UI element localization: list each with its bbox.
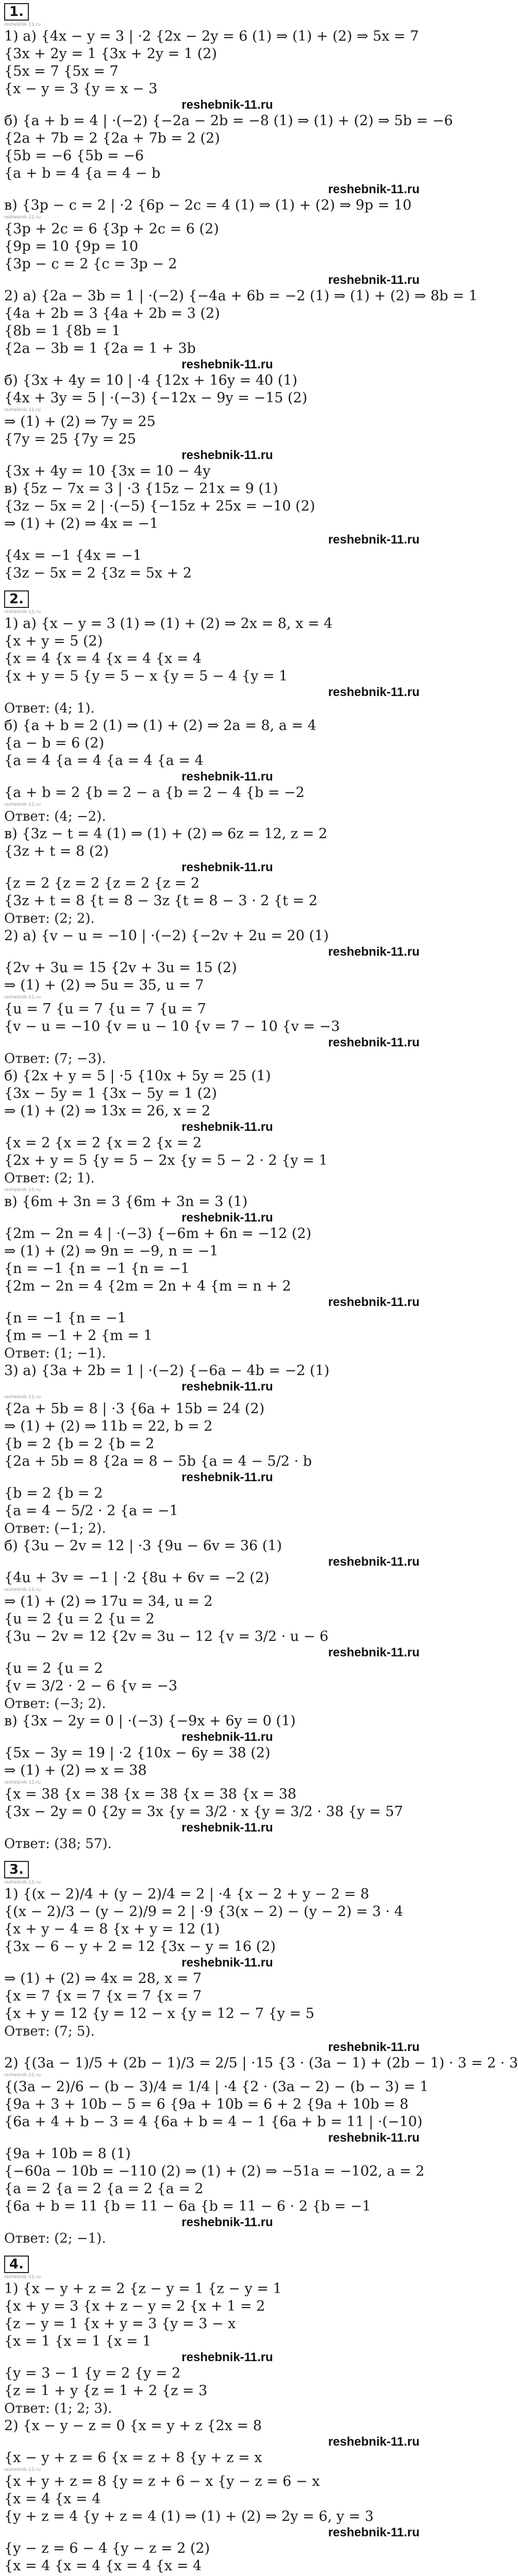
answer-line: Ответ: (7; −3). (4, 1051, 106, 1066)
solution-line: {2a + 5b = 8 {2a = 8 − 5b {a = 4 − 5/2 · b (4, 1453, 312, 1469)
watermark: reshebnik-11.ru (328, 1555, 420, 1569)
answer-line: Ответ: (2; 1). (4, 1171, 95, 1186)
solution-line: {2a − 3b = 1 {2a = 1 + 3b (4, 341, 196, 357)
solution-line: {y + z = 4 {y + z = 4 (1) ⇒ (1) + (2) ⇒ 2y = 6, y = 3 (4, 2509, 374, 2524)
solution-line: {x = 4 {x = 4 {x = 4 {x = 4 (4, 2558, 202, 2574)
task-2 (4, 587, 450, 609)
answer-line: Ответ: (2; 2). (4, 911, 95, 926)
solution-line: {3z + t = 8 {t = 8 − 3z {t = 8 − 3 · 2 {t = 2 (4, 893, 318, 909)
watermark: reshebnik-11.ru (4, 2275, 41, 2280)
watermark: reshebnik-11.ru (328, 182, 420, 196)
solution-line: {a = 4 {a = 4 {a = 4 {a = 4 (4, 753, 204, 769)
solution-line: {b = 2 {b = 2 (4, 1485, 103, 1501)
solution-line: ⇒ (1) + (2) ⇒ 4x = 28, x = 7 (4, 1971, 202, 1987)
solution-line: {−60a − 10b = −110 (2) ⇒ (1) + (2) ⇒ −51a = −102, a = 2 (4, 2163, 425, 2179)
task-3 (4, 1858, 450, 1879)
solution-line: {a − b = 6 (2) (4, 735, 105, 751)
watermark: reshebnik-11.ru (328, 533, 420, 547)
watermark: reshebnik-11.ru (181, 1211, 273, 1225)
solution-line: в) {3x − 2y = 0 | ·(−3) {−9x + 6y = 0 (1) (4, 1713, 296, 1729)
solution-line: {3z + t = 8 (2) (4, 843, 109, 859)
solution-line: {x + y − 4 = 8 {x + y = 12 (1) (4, 1921, 220, 1937)
answer-line: Ответ: (1; 2; 3). (4, 2401, 112, 2416)
watermark: reshebnik-11.ru (181, 448, 273, 462)
solution-line: ⇒ (1) + (2) ⇒ 5u = 35, u = 7 (4, 977, 204, 993)
solution-line: ⇒ (1) + (2) ⇒ x = 38 (4, 1762, 147, 1778)
watermark: reshebnik-11.ru (181, 1470, 273, 1484)
watermark: reshebnik-11.ru (181, 1821, 273, 1835)
solution-line: ⇒ (1) + (2) ⇒ 9n = −9, n = −1 (4, 1243, 219, 1259)
watermark: reshebnik-11.ru (4, 2467, 41, 2472)
watermark: reshebnik-11.ru (328, 1295, 420, 1309)
solution-line: {n = −1 {n = −1 {n = −1 (4, 1261, 190, 1277)
solution-line: {x + y = 3 {x + z − y = 2 {x + 1 = 2 (4, 2298, 265, 2314)
solution-line: {x = 4 {x = 4 (4, 2491, 101, 2507)
watermark: reshebnik-11.ru (181, 1380, 273, 1394)
task-number-box: 1. (4, 3, 29, 21)
solution-line: ⇒ (1) + (2) ⇒ 11b = 22, b = 2 (4, 1418, 213, 1434)
solution-line: {u = 2 {u = 2 {u = 2 (4, 1611, 155, 1627)
watermark: reshebnik-11.ru (181, 358, 273, 371)
solution-line: {3z − 5x = 2 | ·(−5) {−15z + 25x = −10 (2) (4, 498, 315, 514)
watermark: reshebnik-11.ru (4, 408, 41, 413)
solution-line: {v = 3/2 · 2 − 6 {v = −3 (4, 1678, 178, 1694)
solution-line: {x = 7 {x = 7 {x = 7 {x = 7 (4, 1988, 202, 2004)
watermark: reshebnik-11.ru (4, 1880, 41, 1885)
solution-line: 2) {x − y − z = 0 {x = y + z {2x = 8 (4, 2418, 262, 2434)
solution-line: {8b = 1 {8b = 1 (4, 323, 121, 339)
answer-line: Ответ: (−1; 2). (4, 1521, 106, 1536)
solution-line: {4u + 3v = −1 | ·2 {8u + 6v = −2 (2) (4, 1570, 270, 1586)
watermark: reshebnik-11.ru (4, 2073, 41, 2078)
watermark: reshebnik-11.ru (4, 1780, 41, 1785)
watermark: reshebnik-11.ru (4, 1188, 41, 1193)
solution-line: 1) a) {4x − y = 3 | ·2 {2x − 2y = 6 (1) ⇒ (1) + (2) ⇒ 5x = 7 (4, 28, 419, 44)
solution-line: {4x + 3y = 5 | ·(−3) {−12x − 9y = −15 (2) (4, 390, 308, 406)
solution-line: {5x − 3y = 19 | ·2 {10x − 6y = 38 (2) (4, 1745, 271, 1761)
solution-line: {a = 4 − 5/2 · 2 {a = −1 (4, 1503, 178, 1519)
watermark: reshebnik-11.ru (4, 22, 41, 27)
solution-line: {(x − 2)/3 − (y − 2)/9 = 2 | ·9 {3(x − 2) − (y − 2) = 3 · 4 (4, 1904, 404, 1920)
watermark: reshebnik-11.ru (328, 2131, 420, 2145)
solution-line: {6a + 4 + b − 3 = 4 {6a + b = 4 − 1 {6a + b = 11 | ·(−10) (4, 2114, 423, 2130)
solution-line: {5x = 7 {5x = 7 (4, 63, 119, 79)
solution-line: {7y = 25 {7y = 25 (4, 431, 137, 447)
solution-line: ⇒ (1) + (2) ⇒ 4x = −1 (4, 516, 159, 532)
task-number-box: 2. (4, 590, 29, 608)
solution-line: {(3a − 2)/6 − (b − 3)/4 = 1/4 | ·4 {2 · (3a − 2) − (b − 3) = 1 (4, 2079, 429, 2095)
solution-line: {9a + 10b = 8 (1) (4, 2146, 131, 2162)
solution-line: {3x − 6 − y + 2 = 12 {3x − y = 16 (2) (4, 1939, 276, 1955)
watermark: reshebnik-11.ru (181, 2215, 273, 2229)
solution-line: {y − z = 6 − 4 {y − z = 2 (2) (4, 2540, 210, 2556)
solution-line: {u = 2 {u = 2 (4, 1660, 103, 1676)
watermark: reshebnik-11.ru (181, 1730, 273, 1744)
watermark: reshebnik-11.ru (328, 685, 420, 699)
solution-line: {z − y = 1 {x + y = 3 {y = 3 − x (4, 2316, 236, 2332)
watermark: reshebnik-11.ru (328, 945, 420, 959)
task-1 (4, 0, 450, 22)
solution-line: {6a + b = 11 {b = 11 − 6a {b = 11 − 6 · 2 {b = −1 (4, 2198, 371, 2214)
task-number-box: 3. (4, 1861, 29, 1878)
solution-line: {2v + 3u = 15 {2v + 3u = 15 (2) (4, 960, 237, 976)
solution-line: {a + b = 4 {a = 4 − b (4, 165, 161, 181)
watermark: reshebnik-11.ru (181, 1956, 273, 1970)
watermark: reshebnik-11.ru (4, 802, 41, 807)
solution-line: {3x − 5y = 1 {3x − 5y = 1 (2) (4, 1086, 217, 1101)
solution-line: {3x + 2y = 1 {3x + 2y = 1 (2) (4, 46, 217, 62)
watermark: reshebnik-11.ru (328, 273, 420, 287)
watermark: reshebnik-11.ru (328, 2040, 420, 2054)
solution-line: {u = 7 {u = 7 {u = 7 {u = 7 (4, 1001, 206, 1017)
solution-line: в) {3z − t = 4 (1) ⇒ (1) + (2) ⇒ 6z = 12, z = 2 (4, 826, 328, 842)
solution-line: {3x + 4y = 10 {3x = 10 − 4y (4, 463, 211, 479)
solution-line: {2a + 7b = 2 {2a + 7b = 2 (2) (4, 130, 220, 146)
watermark: reshebnik-11.ru (328, 2526, 420, 2539)
solution-line: {3x − 2y = 0 {2y = 3x {y = 3/2 · x {y = 3/2 · 38 {y = 57 (4, 1804, 403, 1820)
solution-line: {x = 2 {x = 2 {x = 2 {x = 2 (4, 1135, 202, 1151)
solution-line: 2) a) {2a − 3b = 1 | ·(−2) {−4a + 6b = −2 (1) ⇒ (1) + (2) ⇒ 8b = 1 (4, 288, 478, 304)
solution-line: {9p = 10 {9p = 10 (4, 239, 139, 255)
solution-line: 2) a) {v − u = −10 | ·(−2) {−2v + 2u = 20 (1) (4, 928, 329, 944)
solution-line: 2) {(3a − 1)/5 + (2b − 1)/3 = 2/5 | ·15 {3 · (3a − 1) + (2b − 1) · 3 = 2 · 3 (4, 2055, 518, 2071)
watermark: reshebnik-11.ru (181, 2350, 273, 2364)
solution-line: {y = 3 − 1 {y = 2 {y = 2 (4, 2365, 181, 2381)
watermark: reshebnik-11.ru (328, 2435, 420, 2449)
solution-line: 1) a) {x − y = 3 (1) ⇒ (1) + (2) ⇒ 2x = 8, x = 4 (4, 616, 333, 632)
solution-line: в) {5z − 7x = 3 | ·3 {15z − 21x = 9 (1) (4, 481, 278, 497)
watermark: reshebnik-11.ru (4, 215, 41, 220)
watermark: reshebnik-11.ru (4, 1395, 41, 1400)
solution-line: 1) {(x − 2)/4 + (y − 2)/4 = 2 | ·4 {x − 2 + y − 2 = 8 (4, 1886, 370, 1902)
solution-line: {z = 2 {z = 2 {z = 2 {z = 2 (4, 875, 200, 891)
answer-line: Ответ: (4; −2). (4, 809, 106, 824)
solution-line: {n = −1 {n = −1 (4, 1310, 126, 1326)
task-4 (4, 2252, 450, 2274)
solution-line: {z = 1 + y {z = 1 + 2 {z = 3 (4, 2383, 208, 2399)
watermark: reshebnik-11.ru (4, 1587, 41, 1592)
watermark: reshebnik-11.ru (181, 98, 273, 112)
solution-line: {5b = −6 {5b = −6 (4, 148, 144, 164)
solution-line: б) {3x + 4y = 10 | ·4 {12x + 16y = 40 (1) (4, 372, 298, 388)
solution-line: {x − y + z = 6 {x = z + 8 {y + z = x (4, 2450, 262, 2466)
solution-line: {x + y = 5 {y = 5 − x {y = 5 − 4 {y = 1 (4, 668, 288, 684)
solution-line: б) {a + b = 2 (1) ⇒ (1) + (2) ⇒ 2a = 8, a = 4 (4, 718, 316, 734)
solution-line: {v − u = −10 {v = u − 10 {v = 7 − 10 {v = −3 (4, 1019, 340, 1035)
answer-line: Ответ: (7; 5). (4, 2024, 95, 2039)
solution-line: {3u − 2v = 12 {2v = 3u − 12 {v = 3/2 · u − 6 (4, 1629, 329, 1645)
task-number-box: 4. (4, 2256, 29, 2273)
solution-line: {x + y = 5 (2) (4, 633, 103, 649)
solution-line: {4a + 2b = 3 {4a + 2b = 3 (2) (4, 306, 220, 321)
watermark: reshebnik-11.ru (181, 1120, 273, 1134)
solution-line: 3) a) {3a + 2b = 1 | ·(−2) {−6a − 4b = −2 (1) (4, 1363, 330, 1379)
answer-line: Ответ: (2; −1). (4, 2231, 106, 2246)
watermark: reshebnik-11.ru (328, 1036, 420, 1049)
solution-line: {3p − c = 2 {c = 3p − 2 (4, 256, 177, 272)
solution-line: {x − y = 3 {y = x − 3 (4, 81, 158, 97)
answer-line: Ответ: (4; 1). (4, 701, 95, 716)
answer-line: Ответ: (1; −1). (4, 1346, 106, 1361)
solution-line: б) {2x + y = 5 | ·5 {10x + 5y = 25 (1) (4, 1068, 271, 1084)
solution-line: {m = −1 + 2 {m = 1 (4, 1328, 153, 1344)
answer-line: Ответ: (38; 57). (4, 1836, 112, 1852)
solution-line: ⇒ (1) + (2) ⇒ 17u = 34, u = 2 (4, 1594, 213, 1609)
solution-line: {x + y + z = 8 {y = z + 6 − x {y − z = 6 − x (4, 2473, 320, 2489)
solution-line: {2m − 2n = 4 | ·(−3) {−6m + 6n = −12 (2) (4, 1226, 312, 1242)
solution-line: {x = 38 {x = 38 {x = 38 {x = 38 {x = 38 (4, 1786, 297, 1802)
answer-line: Ответ: (−3; 2). (4, 1696, 106, 1711)
solution-line: {b = 2 {b = 2 {b = 2 (4, 1436, 155, 1452)
watermark: reshebnik-11.ru (4, 609, 41, 615)
solution-line: ⇒ (1) + (2) ⇒ 13x = 26, x = 2 (4, 1103, 211, 1119)
solution-line: 1) {x − y + z = 2 {z − y = 1 {z − y = 1 (4, 2281, 282, 2297)
solution-line: {a = 2 {a = 2 {a = 2 {a = 2 (4, 2181, 204, 2197)
solution-line: {9a + 3 + 10b − 5 = 6 {9a + 10b = 6 + 2 {9a + 10b = 8 (4, 2096, 409, 2112)
watermark: reshebnik-11.ru (328, 1646, 420, 1659)
solution-line: {2a + 5b = 8 | ·3 {6a + 15b = 24 (2) (4, 1401, 265, 1417)
solution-line: {2x + y = 5 {y = 5 − 2x {y = 5 − 2 · 2 {y = 1 (4, 1153, 328, 1168)
solution-line: {a + b = 2 {b = 2 − a {b = 2 − 4 {b = −2 (4, 785, 305, 801)
solution-line: {3z − 5x = 2 {3z = 5x + 2 (4, 565, 192, 581)
solution-line: {x = 1 {x = 1 {x = 1 (4, 2333, 152, 2349)
solution-line: б) {a + b = 4 | ·(−2) {−2a − 2b = −8 (1) ⇒ (1) + (2) ⇒ 5b = −6 (4, 113, 453, 129)
watermark: reshebnik-11.ru (4, 995, 41, 1000)
watermark: reshebnik-11.ru (181, 860, 273, 874)
solution-line: {x = 4 {x = 4 {x = 4 {x = 4 (4, 651, 202, 667)
solution-line: в) {3p − c = 2 | ·2 {6p − 2c = 4 (1) ⇒ (1) + (2) ⇒ 9p = 10 (4, 197, 412, 213)
solution-line: {4x = −1 {4x = −1 (4, 548, 142, 564)
solution-line: {x + y = 12 {y = 12 − x {y = 12 − 7 {y = 5 (4, 2006, 314, 2022)
solution-line: {2m − 2n = 4 {2m = 2n + 4 {m = n + 2 (4, 1278, 291, 1294)
solution-line: в) {6m + 3n = 3 {6m + 3n = 3 (1) (4, 1194, 248, 1210)
watermark: reshebnik-11.ru (181, 770, 273, 784)
solution-line: ⇒ (1) + (2) ⇒ 7y = 25 (4, 414, 156, 430)
solution-line: б) {3u − 2v = 12 | ·3 {9u − 6v = 36 (1) (4, 1538, 282, 1554)
solution-line: {3p + 2c = 6 {3p + 2c = 6 (2) (4, 221, 219, 237)
